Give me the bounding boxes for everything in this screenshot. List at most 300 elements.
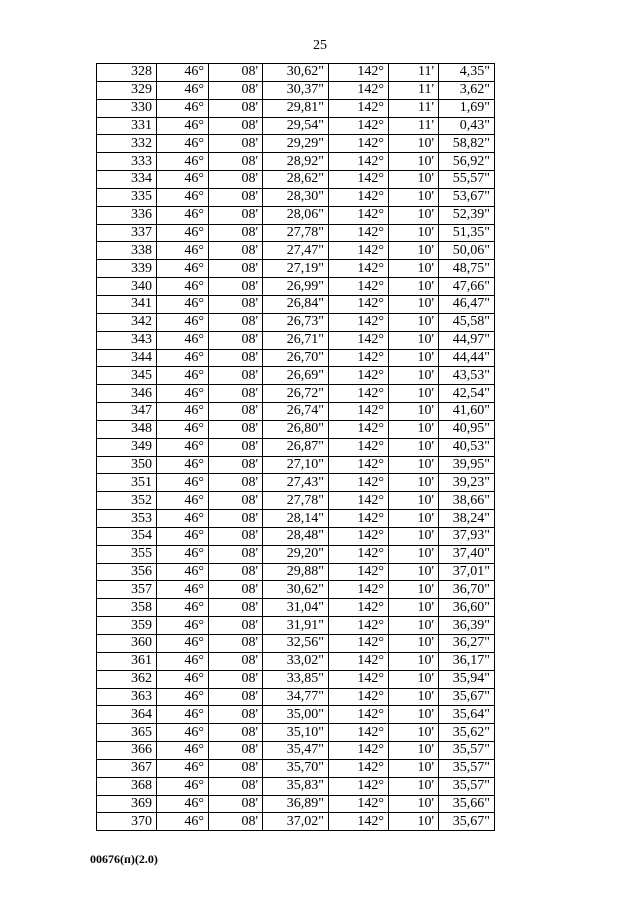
lat-minutes-cell: 08': [209, 367, 263, 385]
lon-seconds-cell: 4,35": [439, 64, 495, 82]
lat-degrees-cell: 46°: [157, 563, 209, 581]
lon-seconds-cell: 52,39": [439, 206, 495, 224]
lon-seconds-cell: 35,66": [439, 795, 495, 813]
lon-seconds-cell: 36,70": [439, 581, 495, 599]
point-number-cell: 366: [97, 742, 157, 760]
table-row: [97, 224, 495, 242]
lon-minutes-cell: 11': [389, 117, 439, 135]
lat-seconds-cell: 26,84": [263, 295, 329, 313]
table-row: [97, 349, 495, 367]
lon-degrees-cell: 142°: [329, 153, 389, 171]
table-row: [97, 670, 495, 688]
point-number-cell: 346: [97, 385, 157, 403]
lon-degrees-cell: 142°: [329, 581, 389, 599]
lat-minutes-cell: 08': [209, 171, 263, 189]
lat-degrees-cell: 46°: [157, 278, 209, 296]
lat-seconds-cell: 36,89": [263, 795, 329, 813]
lon-minutes-cell: 10': [389, 759, 439, 777]
lon-seconds-cell: 47,66": [439, 278, 495, 296]
lat-degrees-cell: 46°: [157, 510, 209, 528]
lat-seconds-cell: 28,92": [263, 153, 329, 171]
lat-degrees-cell: 46°: [157, 313, 209, 331]
lat-seconds-cell: 28,62": [263, 171, 329, 189]
point-number-cell: 365: [97, 724, 157, 742]
lat-seconds-cell: 28,30": [263, 188, 329, 206]
lat-degrees-cell: 46°: [157, 742, 209, 760]
point-number-cell: 340: [97, 278, 157, 296]
lat-degrees-cell: 46°: [157, 635, 209, 653]
lon-degrees-cell: 142°: [329, 635, 389, 653]
page-number: 25: [313, 38, 327, 53]
table-row: [97, 635, 495, 653]
lon-seconds-cell: 40,53": [439, 438, 495, 456]
lon-degrees-cell: 142°: [329, 313, 389, 331]
lon-degrees-cell: 142°: [329, 510, 389, 528]
lon-seconds-cell: 38,66": [439, 492, 495, 510]
lat-minutes-cell: 08': [209, 777, 263, 795]
lat-seconds-cell: 27,43": [263, 474, 329, 492]
lon-seconds-cell: 39,95": [439, 456, 495, 474]
lon-minutes-cell: 10': [389, 670, 439, 688]
table-row: [97, 724, 495, 742]
lon-minutes-cell: 10': [389, 349, 439, 367]
table-row: [97, 367, 495, 385]
lat-degrees-cell: 46°: [157, 652, 209, 670]
lon-minutes-cell: 10': [389, 206, 439, 224]
table-row: [97, 581, 495, 599]
lat-seconds-cell: 33,85": [263, 670, 329, 688]
table-row: [97, 206, 495, 224]
lon-minutes-cell: 10': [389, 367, 439, 385]
point-number-cell: 351: [97, 474, 157, 492]
lat-minutes-cell: 08': [209, 260, 263, 278]
table-row: [97, 331, 495, 349]
point-number-cell: 348: [97, 420, 157, 438]
lon-seconds-cell: 40,95": [439, 420, 495, 438]
lat-degrees-cell: 46°: [157, 724, 209, 742]
lon-seconds-cell: 36,60": [439, 599, 495, 617]
lat-degrees-cell: 46°: [157, 759, 209, 777]
table-row: [97, 813, 495, 831]
lat-minutes-cell: 08': [209, 742, 263, 760]
lon-seconds-cell: 35,57": [439, 777, 495, 795]
lon-degrees-cell: 142°: [329, 135, 389, 153]
point-number-cell: 338: [97, 242, 157, 260]
table-row: [97, 420, 495, 438]
lat-degrees-cell: 46°: [157, 777, 209, 795]
lon-degrees-cell: 142°: [329, 563, 389, 581]
point-number-cell: 358: [97, 599, 157, 617]
lat-minutes-cell: 08': [209, 99, 263, 117]
lon-minutes-cell: 10': [389, 188, 439, 206]
lon-seconds-cell: 35,64": [439, 706, 495, 724]
lon-minutes-cell: 10': [389, 527, 439, 545]
lat-seconds-cell: 26,70": [263, 349, 329, 367]
lon-degrees-cell: 142°: [329, 545, 389, 563]
lon-minutes-cell: 10': [389, 724, 439, 742]
point-number-cell: 328: [97, 64, 157, 82]
point-number-cell: 357: [97, 581, 157, 599]
point-number-cell: 336: [97, 206, 157, 224]
table-row: [97, 777, 495, 795]
lat-seconds-cell: 26,80": [263, 420, 329, 438]
lat-degrees-cell: 46°: [157, 295, 209, 313]
lon-seconds-cell: 35,67": [439, 813, 495, 831]
lat-minutes-cell: 08': [209, 385, 263, 403]
table-row: [97, 278, 495, 296]
lat-minutes-cell: 08': [209, 795, 263, 813]
lat-degrees-cell: 46°: [157, 420, 209, 438]
lon-seconds-cell: 50,06": [439, 242, 495, 260]
lat-seconds-cell: 37,02": [263, 813, 329, 831]
lon-seconds-cell: 36,27": [439, 635, 495, 653]
lat-degrees-cell: 46°: [157, 81, 209, 99]
table-row: [97, 135, 495, 153]
lon-minutes-cell: 10': [389, 777, 439, 795]
lon-seconds-cell: 53,67": [439, 188, 495, 206]
lat-seconds-cell: 26,73": [263, 313, 329, 331]
table-row: [97, 599, 495, 617]
point-number-cell: 342: [97, 313, 157, 331]
lat-seconds-cell: 26,69": [263, 367, 329, 385]
lon-minutes-cell: 11': [389, 99, 439, 117]
lat-minutes-cell: 08': [209, 617, 263, 635]
lon-seconds-cell: 35,57": [439, 759, 495, 777]
lat-minutes-cell: 08': [209, 420, 263, 438]
point-number-cell: 359: [97, 617, 157, 635]
lat-minutes-cell: 08': [209, 81, 263, 99]
table-row: [97, 295, 495, 313]
point-number-cell: 350: [97, 456, 157, 474]
lon-degrees-cell: 142°: [329, 64, 389, 82]
table-row: [97, 64, 495, 82]
lat-degrees-cell: 46°: [157, 367, 209, 385]
lat-seconds-cell: 27,47": [263, 242, 329, 260]
lat-seconds-cell: 26,72": [263, 385, 329, 403]
lat-minutes-cell: 08': [209, 64, 263, 82]
lon-degrees-cell: 142°: [329, 438, 389, 456]
table-row: [97, 81, 495, 99]
lat-degrees-cell: 46°: [157, 260, 209, 278]
table-row: [97, 242, 495, 260]
table-row: [97, 759, 495, 777]
point-number-cell: 364: [97, 706, 157, 724]
lon-seconds-cell: 41,60": [439, 403, 495, 421]
table-row: [97, 117, 495, 135]
lon-seconds-cell: 36,39": [439, 617, 495, 635]
lon-minutes-cell: 10': [389, 563, 439, 581]
coordinates-table-body: [97, 64, 495, 831]
table-row: [97, 99, 495, 117]
lon-degrees-cell: 142°: [329, 813, 389, 831]
lat-degrees-cell: 46°: [157, 492, 209, 510]
lon-degrees-cell: 142°: [329, 81, 389, 99]
table-row: [97, 385, 495, 403]
lon-minutes-cell: 10': [389, 331, 439, 349]
lat-minutes-cell: 08': [209, 242, 263, 260]
lon-degrees-cell: 142°: [329, 652, 389, 670]
table-row: [97, 403, 495, 421]
point-number-cell: 341: [97, 295, 157, 313]
lat-minutes-cell: 08': [209, 188, 263, 206]
lon-degrees-cell: 142°: [329, 385, 389, 403]
lon-degrees-cell: 142°: [329, 242, 389, 260]
lon-degrees-cell: 142°: [329, 260, 389, 278]
lon-minutes-cell: 10': [389, 224, 439, 242]
lat-degrees-cell: 46°: [157, 64, 209, 82]
lon-minutes-cell: 10': [389, 510, 439, 528]
lat-seconds-cell: 35,70": [263, 759, 329, 777]
lat-seconds-cell: 30,37": [263, 81, 329, 99]
lon-minutes-cell: 11': [389, 81, 439, 99]
lon-seconds-cell: 48,75": [439, 260, 495, 278]
lat-seconds-cell: 29,54": [263, 117, 329, 135]
lon-minutes-cell: 10': [389, 599, 439, 617]
table-row: [97, 171, 495, 189]
table-row: [97, 563, 495, 581]
point-number-cell: 363: [97, 688, 157, 706]
lat-degrees-cell: 46°: [157, 670, 209, 688]
point-number-cell: 345: [97, 367, 157, 385]
lon-seconds-cell: 44,44": [439, 349, 495, 367]
lon-minutes-cell: 10': [389, 295, 439, 313]
table-row: [97, 510, 495, 528]
lat-degrees-cell: 46°: [157, 224, 209, 242]
lat-degrees-cell: 46°: [157, 331, 209, 349]
point-number-cell: 337: [97, 224, 157, 242]
lat-degrees-cell: 46°: [157, 474, 209, 492]
table-row: [97, 652, 495, 670]
lat-minutes-cell: 08': [209, 652, 263, 670]
lon-seconds-cell: 44,97": [439, 331, 495, 349]
lat-seconds-cell: 28,48": [263, 527, 329, 545]
lat-minutes-cell: 08': [209, 563, 263, 581]
lon-degrees-cell: 142°: [329, 171, 389, 189]
lon-minutes-cell: 10': [389, 813, 439, 831]
lat-minutes-cell: 08': [209, 688, 263, 706]
lon-degrees-cell: 142°: [329, 349, 389, 367]
lat-seconds-cell: 35,10": [263, 724, 329, 742]
lon-seconds-cell: 38,24": [439, 510, 495, 528]
table-row: [97, 706, 495, 724]
lon-seconds-cell: 39,23": [439, 474, 495, 492]
lon-minutes-cell: 10': [389, 171, 439, 189]
table-row: [97, 527, 495, 545]
point-number-cell: 343: [97, 331, 157, 349]
lat-minutes-cell: 08': [209, 331, 263, 349]
table-row: [97, 545, 495, 563]
lon-minutes-cell: 11': [389, 64, 439, 82]
lat-degrees-cell: 46°: [157, 135, 209, 153]
lat-minutes-cell: 08': [209, 635, 263, 653]
lon-degrees-cell: 142°: [329, 617, 389, 635]
lon-degrees-cell: 142°: [329, 367, 389, 385]
lat-minutes-cell: 08': [209, 527, 263, 545]
lat-degrees-cell: 46°: [157, 438, 209, 456]
lat-minutes-cell: 08': [209, 545, 263, 563]
lat-degrees-cell: 46°: [157, 188, 209, 206]
lat-minutes-cell: 08': [209, 117, 263, 135]
lon-degrees-cell: 142°: [329, 206, 389, 224]
lat-minutes-cell: 08': [209, 813, 263, 831]
point-number-cell: 332: [97, 135, 157, 153]
lat-minutes-cell: 08': [209, 438, 263, 456]
lat-degrees-cell: 46°: [157, 617, 209, 635]
lon-minutes-cell: 10': [389, 260, 439, 278]
lon-minutes-cell: 10': [389, 278, 439, 296]
lon-seconds-cell: 43,53": [439, 367, 495, 385]
lon-degrees-cell: 142°: [329, 777, 389, 795]
lon-minutes-cell: 10': [389, 545, 439, 563]
lon-minutes-cell: 10': [389, 153, 439, 171]
lon-seconds-cell: 56,92": [439, 153, 495, 171]
lat-seconds-cell: 27,19": [263, 260, 329, 278]
table-row: [97, 438, 495, 456]
lat-degrees-cell: 46°: [157, 795, 209, 813]
point-number-cell: 344: [97, 349, 157, 367]
lon-degrees-cell: 142°: [329, 492, 389, 510]
point-number-cell: 333: [97, 153, 157, 171]
lon-minutes-cell: 10': [389, 652, 439, 670]
lat-degrees-cell: 46°: [157, 349, 209, 367]
lat-degrees-cell: 46°: [157, 99, 209, 117]
lat-seconds-cell: 31,04": [263, 599, 329, 617]
point-number-cell: 330: [97, 99, 157, 117]
lat-minutes-cell: 08': [209, 492, 263, 510]
lat-seconds-cell: 27,10": [263, 456, 329, 474]
point-number-cell: 352: [97, 492, 157, 510]
lon-minutes-cell: 10': [389, 438, 439, 456]
lat-seconds-cell: 29,20": [263, 545, 329, 563]
lat-minutes-cell: 08': [209, 581, 263, 599]
lat-seconds-cell: 26,71": [263, 331, 329, 349]
lon-seconds-cell: 46,47": [439, 295, 495, 313]
lat-seconds-cell: 29,29": [263, 135, 329, 153]
lat-seconds-cell: 29,81": [263, 99, 329, 117]
lon-seconds-cell: 37,93": [439, 527, 495, 545]
lat-seconds-cell: 35,47": [263, 742, 329, 760]
lon-degrees-cell: 142°: [329, 278, 389, 296]
table-row: [97, 313, 495, 331]
lat-degrees-cell: 46°: [157, 545, 209, 563]
lon-degrees-cell: 142°: [329, 599, 389, 617]
lon-minutes-cell: 10': [389, 135, 439, 153]
lon-seconds-cell: 45,58": [439, 313, 495, 331]
lat-degrees-cell: 46°: [157, 171, 209, 189]
lat-degrees-cell: 46°: [157, 153, 209, 171]
lat-minutes-cell: 08': [209, 474, 263, 492]
lat-minutes-cell: 08': [209, 599, 263, 617]
lon-seconds-cell: 55,57": [439, 171, 495, 189]
point-number-cell: 335: [97, 188, 157, 206]
lat-degrees-cell: 46°: [157, 706, 209, 724]
point-number-cell: 339: [97, 260, 157, 278]
lon-degrees-cell: 142°: [329, 403, 389, 421]
lat-minutes-cell: 08': [209, 706, 263, 724]
lon-degrees-cell: 142°: [329, 420, 389, 438]
point-number-cell: 329: [97, 81, 157, 99]
lon-seconds-cell: 0,43": [439, 117, 495, 135]
point-number-cell: 367: [97, 759, 157, 777]
point-number-cell: 334: [97, 171, 157, 189]
lon-degrees-cell: 142°: [329, 742, 389, 760]
lon-seconds-cell: 35,67": [439, 688, 495, 706]
lon-minutes-cell: 10': [389, 456, 439, 474]
lat-seconds-cell: 29,88": [263, 563, 329, 581]
lon-seconds-cell: 1,69": [439, 99, 495, 117]
table-row: [97, 153, 495, 171]
lat-degrees-cell: 46°: [157, 456, 209, 474]
lat-minutes-cell: 08': [209, 403, 263, 421]
lon-degrees-cell: 142°: [329, 670, 389, 688]
table-row: [97, 456, 495, 474]
lon-minutes-cell: 10': [389, 403, 439, 421]
lon-degrees-cell: 142°: [329, 706, 389, 724]
lat-seconds-cell: 26,87": [263, 438, 329, 456]
lon-minutes-cell: 10': [389, 742, 439, 760]
lat-minutes-cell: 08': [209, 313, 263, 331]
coordinates-table: [96, 63, 495, 831]
lat-degrees-cell: 46°: [157, 403, 209, 421]
lat-degrees-cell: 46°: [157, 527, 209, 545]
lat-seconds-cell: 30,62": [263, 64, 329, 82]
lat-degrees-cell: 46°: [157, 688, 209, 706]
lon-seconds-cell: 35,62": [439, 724, 495, 742]
lon-seconds-cell: 3,62": [439, 81, 495, 99]
lat-minutes-cell: 08': [209, 456, 263, 474]
point-number-cell: 331: [97, 117, 157, 135]
lat-seconds-cell: 26,74": [263, 403, 329, 421]
point-number-cell: 354: [97, 527, 157, 545]
lon-degrees-cell: 142°: [329, 527, 389, 545]
lat-degrees-cell: 46°: [157, 117, 209, 135]
lon-minutes-cell: 10': [389, 688, 439, 706]
lat-seconds-cell: 35,00": [263, 706, 329, 724]
point-number-cell: 362: [97, 670, 157, 688]
lon-minutes-cell: 10': [389, 420, 439, 438]
lon-minutes-cell: 10': [389, 795, 439, 813]
lat-seconds-cell: 27,78": [263, 492, 329, 510]
lat-minutes-cell: 08': [209, 670, 263, 688]
lat-seconds-cell: 34,77": [263, 688, 329, 706]
lon-degrees-cell: 142°: [329, 188, 389, 206]
point-number-cell: 368: [97, 777, 157, 795]
document-code: 00676(п)(2.0): [90, 852, 158, 866]
lon-degrees-cell: 142°: [329, 474, 389, 492]
lat-minutes-cell: 08': [209, 510, 263, 528]
lat-minutes-cell: 08': [209, 724, 263, 742]
lat-minutes-cell: 08': [209, 759, 263, 777]
lon-seconds-cell: 37,40": [439, 545, 495, 563]
lon-seconds-cell: 35,94": [439, 670, 495, 688]
lon-degrees-cell: 142°: [329, 117, 389, 135]
point-number-cell: 370: [97, 813, 157, 831]
lat-seconds-cell: 30,62": [263, 581, 329, 599]
lon-minutes-cell: 10': [389, 474, 439, 492]
table-row: [97, 492, 495, 510]
lon-minutes-cell: 10': [389, 242, 439, 260]
lon-degrees-cell: 142°: [329, 224, 389, 242]
point-number-cell: 361: [97, 652, 157, 670]
lon-seconds-cell: 51,35": [439, 224, 495, 242]
lat-seconds-cell: 26,99": [263, 278, 329, 296]
lat-minutes-cell: 08': [209, 135, 263, 153]
point-number-cell: 347: [97, 403, 157, 421]
lon-degrees-cell: 142°: [329, 795, 389, 813]
lon-degrees-cell: 142°: [329, 99, 389, 117]
lon-degrees-cell: 142°: [329, 456, 389, 474]
lon-minutes-cell: 10': [389, 706, 439, 724]
